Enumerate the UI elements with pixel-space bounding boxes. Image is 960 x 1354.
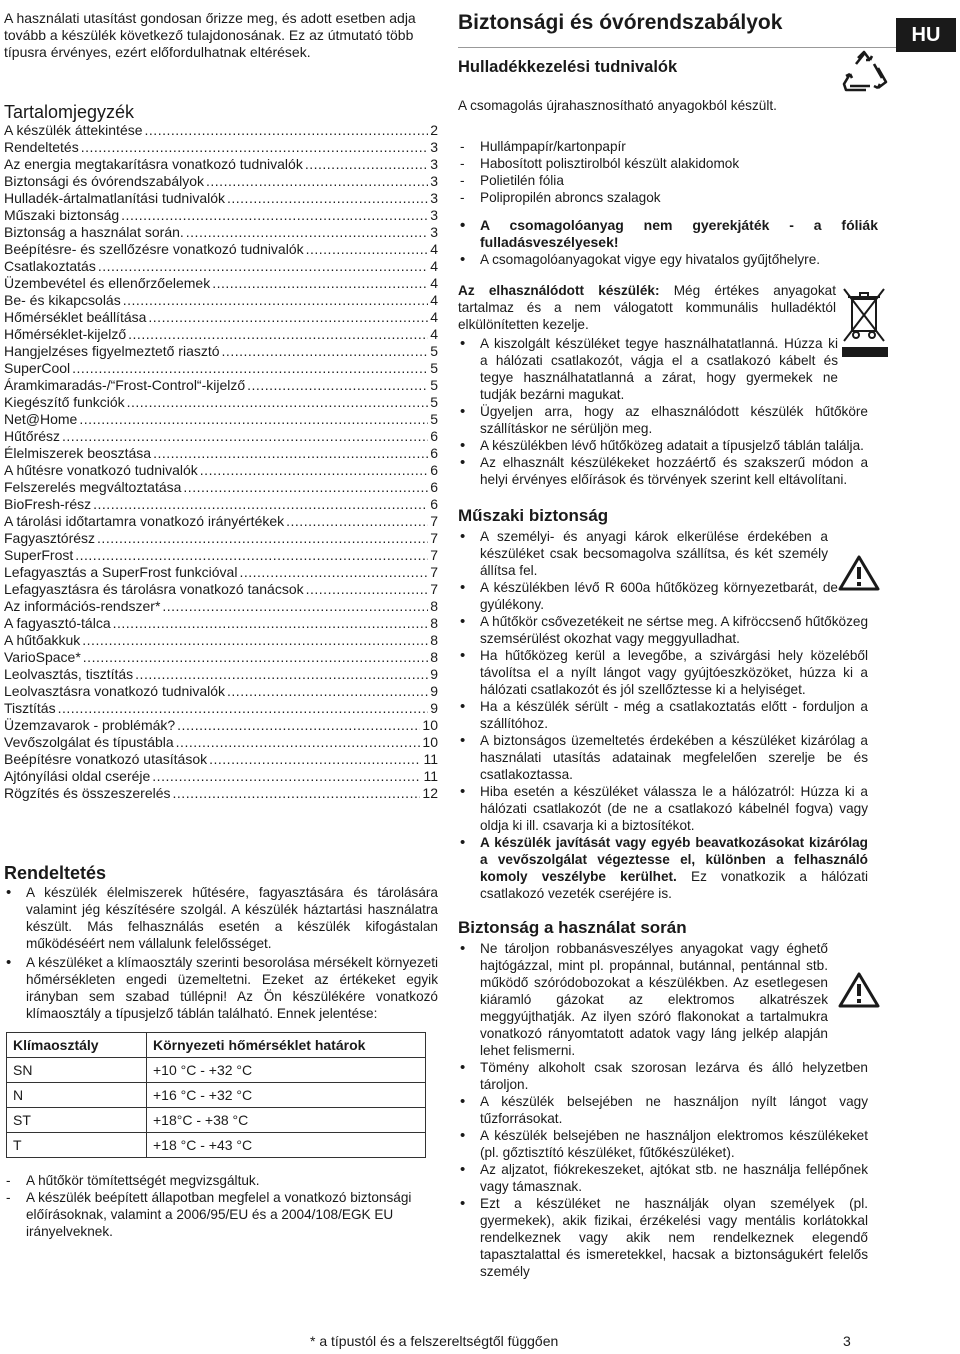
toc-entry bbox=[4, 292, 438, 309]
toc-entry-page: 3 bbox=[430, 207, 438, 223]
toc-entry bbox=[4, 394, 438, 411]
rendeltetes-bullets bbox=[4, 884, 438, 1022]
toc-entry bbox=[4, 700, 438, 717]
toc-leader-dots bbox=[113, 615, 429, 632]
toc-entry bbox=[4, 768, 438, 785]
toc-entry-page: 6 bbox=[430, 479, 438, 495]
toc-entry-page: 6 bbox=[430, 496, 438, 512]
list-item: - A készülék beépített állapotban megfelel a vonatkozó biztonsági előírásoknak, valamint a 2006/95/EU és a 2004/108/EGK EU irányelveknek. bbox=[4, 1189, 438, 1240]
toc-entry bbox=[4, 428, 438, 445]
footer-note: * a típustól és a felszereltségtől függően bbox=[310, 1333, 559, 1349]
toc-entry-label: Hőmérséklet-kijelző bbox=[4, 326, 127, 342]
list-item: • A készülék belsejében ne használjon elektromos készülékeket (pl. gőztisztító készüléket, fűtőkészüléket). bbox=[458, 1127, 868, 1161]
toc-entry bbox=[4, 581, 438, 598]
toc-leader-dots bbox=[79, 411, 428, 428]
toc-entry bbox=[4, 224, 438, 241]
intro-text: A használati utasítást gondosan őrizze meg, és adott esetben adja tovább a készülék következő tulajdonosának. Ez az útmutató több típusra érvényes, ezért előfordulhatnak eltérések. bbox=[4, 10, 416, 60]
toc-entry-label: Csatlakoztatás bbox=[4, 258, 96, 274]
toc-leader-dots bbox=[206, 173, 428, 190]
climate-class-table bbox=[6, 1032, 426, 1158]
repair-warning-bold: A készülék javítását vagy egyéb beavatkozásokat kizárólag a vevőszolgálat végeztesse el, különben a felhasználó komoly veszélybe kerülhet. bbox=[480, 835, 868, 884]
toc-entry-label: Üzemzavarok - problémák? bbox=[4, 717, 176, 733]
table-row bbox=[7, 1058, 426, 1083]
old-appliance-text: Még értékes anyagokat tartalmaz és a nem válogatott kommunális hulladéktól elkülönítetten kezelje. bbox=[458, 283, 836, 332]
waste-heading: Hulladékkezelési tudnivalók bbox=[458, 58, 678, 76]
toc-entry-page: 12 bbox=[422, 785, 438, 801]
toc-entry-label: SuperCool bbox=[4, 360, 71, 376]
toc-entry-page: 5 bbox=[430, 343, 438, 359]
toc-leader-dots bbox=[177, 717, 420, 734]
column-header: Klímaosztály bbox=[7, 1033, 147, 1058]
toc-entry bbox=[4, 411, 438, 428]
toc-entry-page: 6 bbox=[430, 445, 438, 461]
toc-entry-label: Hőmérséklet beállítása bbox=[4, 309, 147, 325]
toc-entry bbox=[4, 360, 438, 377]
table-cell: ST bbox=[7, 1108, 147, 1133]
toc-entry-label: Beépítésre vonatkozó utasítások bbox=[4, 751, 208, 767]
toc-leader-dots bbox=[83, 649, 428, 666]
table-cell: N bbox=[7, 1083, 147, 1108]
toc-leader-dots bbox=[123, 292, 428, 309]
toc-entry bbox=[4, 530, 438, 547]
toc-entry-label: Leolvasztás, tisztítás bbox=[4, 666, 134, 682]
rendeltetes-section bbox=[4, 863, 438, 1240]
toc-entry bbox=[4, 190, 438, 207]
toc-entry-page: 3 bbox=[430, 224, 438, 240]
toc-leader-dots bbox=[98, 258, 428, 275]
toc-entry bbox=[4, 615, 438, 632]
toc-entry bbox=[4, 173, 438, 190]
toc-entry bbox=[4, 207, 438, 224]
toc-entry-page: 7 bbox=[430, 547, 438, 563]
repair-warning-text: Ez vonatkozik a hálózati csatlakozó vezeték cseréjére is. bbox=[480, 869, 868, 901]
toc-entry-page: 7 bbox=[430, 581, 438, 597]
toc-entry-label: Biztonsági és óvórendszabályok bbox=[4, 173, 205, 189]
toc-entry-page: 8 bbox=[430, 598, 438, 614]
toc-entry-label: Beépítésre- és szellőzésre vonatkozó tudnivalók bbox=[4, 241, 304, 257]
toc-entry-label: Felszerelés megváltoztatása bbox=[4, 479, 182, 495]
table-of-contents bbox=[4, 122, 438, 802]
toc-leader-dots bbox=[82, 632, 428, 649]
toc-entry-page: 2 bbox=[430, 122, 438, 138]
page-number: 3 bbox=[843, 1333, 851, 1349]
toc-entry bbox=[4, 241, 438, 258]
left-column bbox=[4, 10, 438, 1240]
toc-entry bbox=[4, 632, 438, 649]
toc-entry-page: 6 bbox=[430, 428, 438, 444]
column-header: Környezeti hőmérséklet határok bbox=[147, 1033, 426, 1058]
toc-entry-label: BioFresh-rész bbox=[4, 496, 92, 512]
toc-entry bbox=[4, 122, 438, 139]
toc-entry bbox=[4, 547, 438, 564]
packaging-warnings bbox=[458, 217, 878, 268]
table-row bbox=[7, 1133, 426, 1158]
toc-entry bbox=[4, 156, 438, 173]
toc-entry bbox=[4, 683, 438, 700]
toc-leader-dots bbox=[148, 309, 428, 326]
list-item: • A kiszolgált készüléket tegye használhatatlanná. Húzza ki a hálózati csatlakozót, vágja el a csatlakozó kábelt és tegye használhatatlanná a zárat, hogy gyermekek ne tudják bezárni magukat. bbox=[458, 335, 838, 403]
toc-leader-dots bbox=[153, 445, 428, 462]
toc-entry-label: Be- és kikapcsolás bbox=[4, 292, 121, 308]
toc-entry-label: Műszaki biztonság bbox=[4, 207, 120, 223]
rendeltetes-heading: Rendeltetés bbox=[4, 863, 107, 883]
toc-leader-dots bbox=[212, 275, 428, 292]
usage-safety-bullets bbox=[458, 940, 868, 1280]
toc-entry-label: A hűtőakkuk bbox=[4, 632, 81, 648]
list-item: • A készülékben lévő hűtőközeg adatait a típusjelző táblán találja. bbox=[458, 437, 868, 454]
toc-entry-page: 3 bbox=[430, 156, 438, 172]
list-item: • A csomagolóanyagokat vigye egy hivatalos gyűjtőhelyre. bbox=[458, 251, 878, 268]
toc-leader-dots bbox=[121, 207, 428, 224]
toc-entry-label: Rögzítés és összeszerelés bbox=[4, 785, 171, 801]
toc-entry-label: Leolvasztásra vonatkozó tudnivalók bbox=[4, 683, 226, 699]
toc-entry-label: Fagyasztórész bbox=[4, 530, 96, 546]
table-cell: T bbox=[7, 1133, 147, 1158]
toc-entry-page: 8 bbox=[430, 615, 438, 631]
toc-entry-label: Lefagyasztásra és tárolásra vonatkozó tanácsok bbox=[4, 581, 304, 597]
toc-entry-page: 3 bbox=[430, 173, 438, 189]
toc-leader-dots bbox=[75, 547, 428, 564]
list-item: • Hiba esetén a készüléket válassza le a hálózatról: Húzza ki a hálózati csatlakozót (de ne a csatlakozó kábelnél fogva) vagy oldja ki ill. csavarja ki a biztosítékot. bbox=[458, 783, 868, 834]
list-item: • A készülék belsejében ne használjon nyílt lángot vagy tűzforrásokat. bbox=[458, 1093, 868, 1127]
toc-entry bbox=[4, 649, 438, 666]
packaging-materials-list bbox=[458, 138, 898, 206]
list-item: • Ne tároljon robbanásveszélyes anyagokat vagy éghető hajtógázzal, mint pl. propánnal, butánnal, pentánnal stb. működő szóródobozokat a készülékben. Az esetlegesen kiáramló gázokat az elektromos alkatrészek meggyújthatják. Az ilyen szóró flakonokat a tartalmukra vonatkozó rányomtatott adatok vagy láng jelkép alapján lehet felismerni. bbox=[458, 940, 828, 1059]
toc-leader-dots bbox=[145, 122, 429, 139]
toc-entry-page: 4 bbox=[430, 275, 438, 291]
technical-safety-heading: Műszaki biztonság bbox=[458, 506, 609, 525]
toc-leader-dots bbox=[173, 785, 421, 802]
toc-leader-dots bbox=[135, 666, 428, 683]
toc-leader-dots bbox=[62, 428, 428, 445]
toc-entry-page: 10 bbox=[422, 734, 438, 750]
toc-entry-page: 11 bbox=[423, 768, 438, 784]
toc-leader-dots bbox=[239, 564, 428, 581]
toc-entry bbox=[4, 496, 438, 513]
toc-entry-page: 7 bbox=[430, 513, 438, 529]
toc-entry-page: 9 bbox=[430, 666, 438, 682]
toc-entry bbox=[4, 275, 438, 292]
toc-entry-label: A készülék áttekintése bbox=[4, 122, 143, 138]
right-column bbox=[458, 10, 898, 1280]
toc-leader-dots bbox=[227, 190, 428, 207]
toc-entry-label: SuperFrost bbox=[4, 547, 74, 563]
toc-entry-label: Hulladék-ártalmatlanítási tudnivalók bbox=[4, 190, 225, 206]
toc-entry-page: 4 bbox=[430, 326, 438, 342]
toc-entry-page: 11 bbox=[423, 751, 438, 767]
list-item: - Hullámpapír/kartonpapír bbox=[458, 138, 898, 155]
toc-entry-page: 3 bbox=[430, 139, 438, 155]
toc-leader-dots bbox=[81, 139, 428, 156]
list-item: • A készülék élelmiszerek hűtésére, fagyasztására és tárolására valamint jég készítésére szolgál. A készülék háztartási használatra készült. Más felhasználás esetén a készülék kifogástalan működéséért nem vállalunk felelősséget. bbox=[4, 884, 438, 952]
toc-entry bbox=[4, 462, 438, 479]
toc-entry bbox=[4, 445, 438, 462]
toc-entry-page: 5 bbox=[430, 360, 438, 376]
toc-entry bbox=[4, 751, 438, 768]
table-cell: +10 °C - +32 °C bbox=[147, 1058, 426, 1083]
toc-leader-dots bbox=[93, 496, 428, 513]
toc-entry-label: Rendeltetés bbox=[4, 139, 79, 155]
toc-entry-label: A hűtésre vonatkozó tudnivalók bbox=[4, 462, 198, 478]
toc-entry-page: 5 bbox=[430, 394, 438, 410]
toc-leader-dots bbox=[306, 581, 429, 598]
list-item: • A személyi- és anyagi károk elkerülése érdekében a készüléket csak becsomagolva szállítsa, és két személy állítsa fel. bbox=[458, 528, 828, 579]
toc-leader-dots bbox=[183, 479, 428, 496]
toc-leader-dots bbox=[227, 683, 428, 700]
toc-entry-label: Ajtónyílási oldal cseréje bbox=[4, 768, 151, 784]
toc-entry-page: 6 bbox=[430, 462, 438, 478]
toc-entry-page: 8 bbox=[430, 632, 438, 648]
table-row bbox=[7, 1108, 426, 1133]
technical-safety-bullets bbox=[458, 528, 868, 902]
toc-entry-page: 7 bbox=[430, 530, 438, 546]
toc-entry bbox=[4, 513, 438, 530]
toc-entry-label: A fagyasztó-tálca bbox=[4, 615, 111, 631]
list-item: - A hűtőkör tömítettségét megvizsgáltuk. bbox=[4, 1172, 438, 1189]
toc-entry-page: 3 bbox=[430, 190, 438, 206]
old-appliance-block bbox=[458, 282, 836, 333]
toc-leader-dots bbox=[58, 700, 429, 717]
old-appliance-label: Az elhasználódott készülék: bbox=[458, 283, 660, 298]
language-badge: HU bbox=[896, 18, 956, 52]
list-item: - Polipropilén abroncs szalagok bbox=[458, 189, 898, 206]
toc-entry bbox=[4, 785, 438, 802]
toc-entry bbox=[4, 598, 438, 615]
toc-entry-page: 9 bbox=[430, 700, 438, 716]
toc-entry-page: 8 bbox=[430, 649, 438, 665]
toc-entry-label: VarioSpace* bbox=[4, 649, 81, 665]
page-title: Biztonsági és óvórendszabályok bbox=[458, 11, 783, 34]
toc-entry-label: Biztonság a használat során. bbox=[4, 224, 184, 240]
toc-entry bbox=[4, 309, 438, 326]
old-appliance-bullets bbox=[458, 335, 868, 488]
toc-leader-dots bbox=[128, 326, 428, 343]
warning-icon bbox=[838, 972, 880, 1008]
toc-leader-dots bbox=[97, 530, 428, 547]
toc-entry-page: 10 bbox=[422, 717, 438, 733]
list-item: • A készüléket a klímaosztály szerinti besorolása mérsékelt környezeti hőmérsékleten engedi üzemeltetni. Ezeket az értékeket egyik irányban sem szabad túllépni! Az Ön készülékére vonatkozó klímaosztály a típusjelző táblán található. Ennek jelentése: bbox=[4, 954, 438, 1022]
list-item: • Ha a készülék sérült - még a csatlakoztatás előtt - forduljon a szállítóhoz. bbox=[458, 698, 868, 732]
toc-entry bbox=[4, 564, 438, 581]
toc-entry-label: Az információs-rendszer* bbox=[4, 598, 161, 614]
table-cell: +18 °C - +43 °C bbox=[147, 1133, 426, 1158]
table-cell: +18°C - +38 °C bbox=[147, 1108, 426, 1133]
toc-entry bbox=[4, 717, 438, 734]
toc-leader-dots bbox=[152, 768, 421, 785]
toc-entry-label: Hűtőrész bbox=[4, 428, 61, 444]
toc-leader-dots bbox=[127, 394, 429, 411]
toc-entry-page: 9 bbox=[430, 683, 438, 699]
table-header-row bbox=[7, 1033, 426, 1058]
toc-entry-label: Lefagyasztás a SuperFrost funkcióval bbox=[4, 564, 238, 580]
toc-entry-label: Vevőszolgálat és típustábla bbox=[4, 734, 174, 750]
warning-icon bbox=[838, 555, 880, 591]
list-item: • Ügyeljen arra, hogy az elhasználódott készülék hűtőköre szállításkor ne sérüljön meg. bbox=[458, 403, 868, 437]
toc-entry-label: A tárolási időtartamra vonatkozó irányértékek bbox=[4, 513, 285, 529]
table-cell: +16 °C - +32 °C bbox=[147, 1083, 426, 1108]
toc-entry bbox=[4, 666, 438, 683]
toc-entry-label: Áramkimaradás-/“Frost-Control“-kijelző bbox=[4, 377, 246, 393]
toc-entry bbox=[4, 734, 438, 751]
list-item: • Az elhasznált készülékeket hozzáértő és szakszerű módon a helyi érvényes előírások és törvények szerint kell eltávolítani. bbox=[458, 454, 868, 488]
toc-title: Tartalomjegyzék bbox=[4, 102, 135, 122]
rendeltetes-notes bbox=[4, 1172, 438, 1240]
list-item: • A csomagolóanyag nem gyerekjáték - a fóliák fulladásveszélyesek! bbox=[458, 217, 878, 251]
toc-entry-page: 4 bbox=[430, 292, 438, 308]
toc-entry-page: 5 bbox=[430, 377, 438, 393]
toc-leader-dots bbox=[162, 598, 428, 615]
crossed-out-bin-icon bbox=[840, 285, 888, 359]
toc-entry bbox=[4, 258, 438, 275]
list-item: - Habosított polisztirolból készült alakidomok bbox=[458, 155, 898, 172]
toc-entry-page: 4 bbox=[430, 241, 438, 257]
toc-entry bbox=[4, 326, 438, 343]
list-item: • A biztonságos üzemeltetés érdekében a készüléket kizárólag a használati utasítás adatainak megfelelően szerelje be és csatlakoztassa. bbox=[458, 732, 868, 783]
list-item: • Tömény alkoholt csak szorosan lezárva és álló helyzetben tároljon. bbox=[458, 1059, 868, 1093]
toc-leader-dots bbox=[186, 224, 428, 241]
toc-entry-label: Tisztítás bbox=[4, 700, 56, 716]
toc-entry bbox=[4, 139, 438, 156]
toc-entry-label: Élelmiszerek beosztása bbox=[4, 445, 152, 461]
toc-leader-dots bbox=[286, 513, 428, 530]
toc-leader-dots bbox=[200, 462, 428, 479]
toc-entry-page: 4 bbox=[430, 258, 438, 274]
toc-leader-dots bbox=[247, 377, 428, 394]
table-row bbox=[7, 1083, 426, 1108]
toc-entry-label: Net@Home bbox=[4, 411, 78, 427]
list-item: • Ha hűtőközeg kerül a levegőbe, a szivárgási hely közeléből távolítsa el a nyílt lángot vagy gyújtóeszközöket, húzza ki a hálózati csatlakozót és jól szellőztesse ki a helyiséget. bbox=[458, 647, 868, 698]
toc-entry-label: Az energia megtakarításra vonatkozó tudnivalók bbox=[4, 156, 303, 172]
toc-entry bbox=[4, 377, 438, 394]
toc-leader-dots bbox=[176, 734, 421, 751]
toc-entry-page: 4 bbox=[430, 309, 438, 325]
toc-entry-page: 5 bbox=[430, 411, 438, 427]
list-item: • Ezt a készüléket ne használják olyan személyek (pl. gyermekek), akik fizikai, érzékelési vagy mentális korlátokkal rendelkeznek vagy akik nem rendelkeznek elegendő tapasztalattal és ismeretekkel, hacsak a biztonságukért felelős személy bbox=[458, 1195, 868, 1280]
toc-entry-label: Üzembevétel és ellenőrzőelemek bbox=[4, 275, 211, 291]
toc-entry-label: Hangjelzéses figyelmeztető riasztó bbox=[4, 343, 220, 359]
list-item: • A készülékben lévő R 600a hűtőközeg környezetbarát, de gyúlékony. bbox=[458, 579, 838, 613]
toc-entry bbox=[4, 479, 438, 496]
list-item: - Polietilén fólia bbox=[458, 172, 898, 189]
toc-leader-dots bbox=[222, 343, 429, 360]
usage-safety-heading: Biztonság a használat során bbox=[458, 918, 687, 937]
toc-leader-dots bbox=[305, 156, 428, 173]
toc-leader-dots bbox=[306, 241, 429, 258]
toc-entry-label: Kiegészítő funkciók bbox=[4, 394, 125, 410]
toc-leader-dots bbox=[209, 751, 421, 768]
table-cell: SN bbox=[7, 1058, 147, 1083]
toc-leader-dots bbox=[72, 360, 428, 377]
list-item: • Az aljzatot, fiókrekeszeket, ajtókat stb. ne használja fellépőnek vagy támasznak. bbox=[458, 1161, 868, 1195]
toc-entry bbox=[4, 343, 438, 360]
list-item bbox=[458, 834, 868, 902]
toc-entry-page: 7 bbox=[430, 564, 438, 580]
list-item: • A hűtőkör csővezetékeit ne sértse meg. A kifröccsenő hűtőközeg szemsérülést okozhat vagy meggyulladhat. bbox=[458, 613, 868, 647]
waste-intro: A csomagolás újrahasznosítható anyagokból készült. bbox=[458, 98, 777, 113]
